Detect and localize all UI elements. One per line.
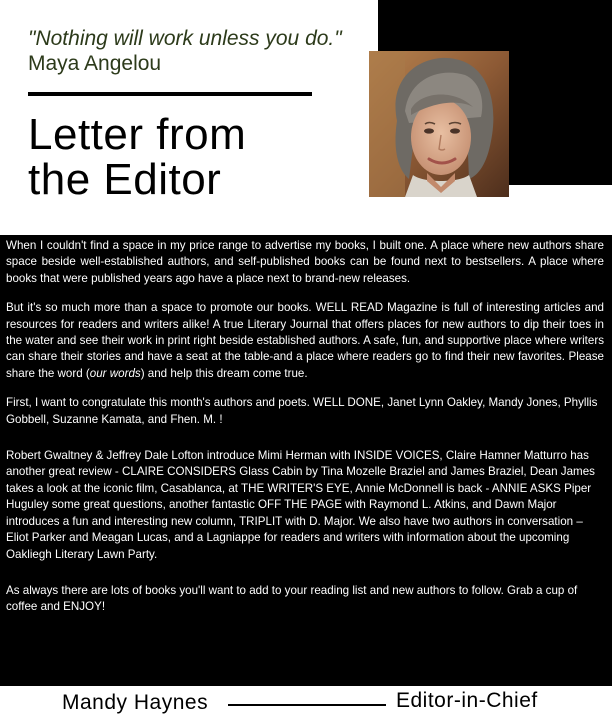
editor-portrait-photo (369, 51, 509, 197)
paragraph-5: As always there are lots of books you'll want to add to your reading list and new authors to follow. Grab a cup of coffee and ENJOY! (6, 583, 578, 614)
epigraph-quote (28, 26, 358, 76)
page-title (28, 112, 358, 202)
quote-author: Maya Angelou (28, 52, 162, 75)
editor-name: Mandy Haynes (62, 691, 209, 714)
paragraph-1: When I couldn't find a space in my price range to advertise my books, I built one. A place where new authors share space beside well-established authors, and self-published books can be found next to bestsellers. A place where books that were published years ago have a place next to brand-new releases. (6, 239, 604, 285)
paragraph-3: First, I want to congratulate this month's authors and poets. WELL DONE, Janet Lynn Oakley, Mandy Jones, Phyllis Gobbell, Suzanne Kamata, and Fhen. M. ! (6, 396, 598, 426)
title-line-1: Letter from (28, 110, 247, 159)
paragraph-2 (6, 300, 604, 382)
editor-role: Editor-in-Chief (396, 689, 538, 712)
signature-divider (228, 704, 386, 706)
paragraph-2-emphasis: our words (89, 366, 141, 380)
header-divider (28, 92, 312, 96)
paragraph-2-text-b: ) and help this dream come true. (140, 366, 308, 380)
paragraph-2-text-a: But it's so much more than a space to promote our books. WELL READ Magazine is full of interesting articles and resources for readers and writers alike! A true Literary Journal that offers places for new authors to dip their toes in the water and see their work in print right beside established authors. A safe, fun, and supportive place where writers can share their stories and have a seat at the table-and a place where readers go to find their new favorites. Please share the word ( (6, 301, 604, 380)
paragraph-4: Robert Gwaltney & Jeffrey Dale Lofton introduce Mimi Herman with INSIDE VOICES, Claire Hamner Matturro has another great review - CLAIRE CONSIDERS Glass Cabin by Tina Mozelle Braziel and James Braziel, Dean James takes a look at the iconic film, Casablanca, at THE WRITER'S EYE, Annie McDonnell is back - ANNIE ASKS Piper Huguley some great questions, another fantastic OFF THE PAGE with Raymond L. Atkins, and Dawn Major introduces a fun and interesting new column, TRIPLIT with D. Major. We also have two authors in conversation – Eliot Parker and Meagan Lucas, and a Lagniappe for readers and writers with information about the upcoming Oakliegh Literary Lawn Party. (6, 449, 595, 561)
quote-text: "Nothing will work unless you do." (28, 27, 342, 50)
letter-body (0, 235, 612, 686)
title-line-2: the Editor (28, 155, 222, 204)
